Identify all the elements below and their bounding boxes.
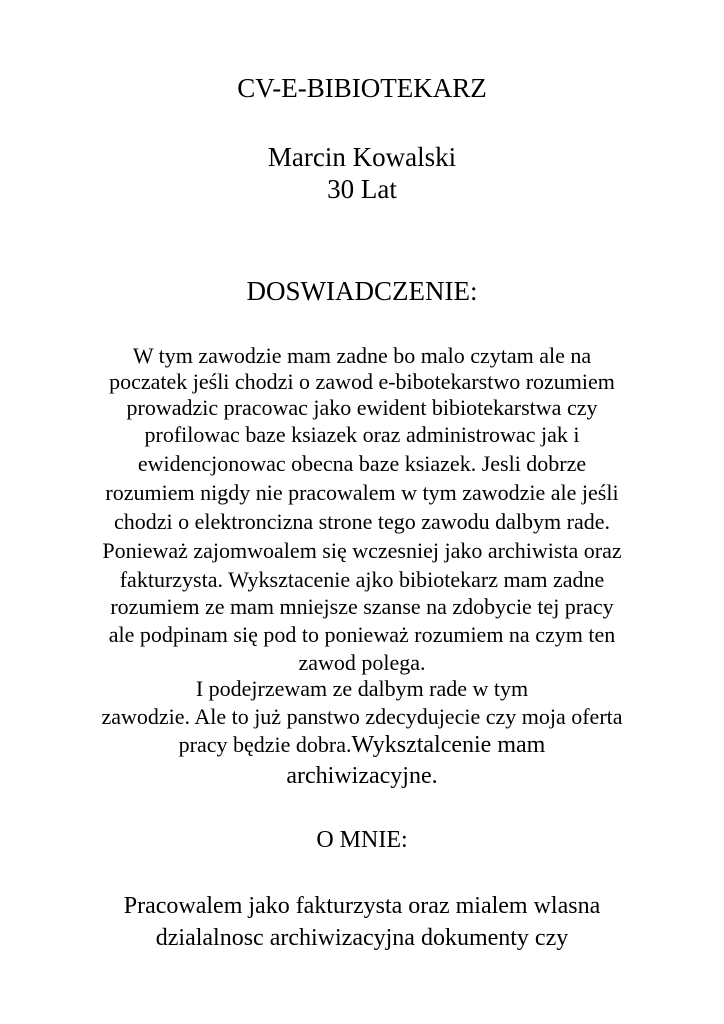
document-title: CV-E-BIBIOTEKARZ [237,73,487,103]
experience-line: poczatek jeśli chodzi o zawod e-bibotekarstwo rozumiem [109,369,615,394]
about-heading: O MNIE: [316,827,408,853]
experience-line: fakturzysta. Wyksztacenie ajko bibiotekarz mam zadne [119,567,605,592]
about-line: Pracowalem jako fakturzysta oraz mialem wlasna [123,893,601,919]
experience-line: zawod polega. [298,650,426,675]
experience-line: zawodzie. Ale to już panstwo zdecydujecie czy moja oferta [101,704,623,729]
experience-line: archiwizacyjne. [286,763,438,789]
experience-line: profilowac baze ksiazek oraz administrowac jak i [144,422,580,447]
experience-line-mixed [0,732,724,759]
experience-heading: DOSWIADCZENIE: [246,276,478,306]
experience-line: I podejrzewam ze dalbym rade w tym [195,676,529,701]
experience-line: W tym zawodzie mam zadne bo malo czytam ale na [132,343,592,368]
about-line: dzialalnosc archiwizacyjna dokumenty czy [155,925,569,951]
experience-line: rozumiem ze mam mniejsze szanse na zdobycie tej pracy [110,594,614,619]
experience-line: prowadzic pracowac jako ewident bibiotekarstwa czy [126,395,598,420]
experience-line-part: pracy będzie dobra. [178,732,352,757]
experience-line-part: Wyksztalcenie mam [351,732,546,758]
experience-line: rozumiem nigdy nie pracowalem w tym zawodzie ale jeśli [105,480,619,505]
candidate-name: Marcin Kowalski [267,142,457,172]
experience-line: chodzi o elektroncizna strone tego zawodu dalbym rade. [113,509,611,534]
experience-line: ewidencjonowac obecna baze ksiazek. Jesli dobrze [137,451,587,476]
candidate-age: 30 Lat [327,174,397,204]
experience-line: Ponieważ zajomwoalem się wczesniej jako archiwista oraz [102,538,622,563]
experience-line: ale podpinam się pod to ponieważ rozumiem na czym ten [108,622,616,647]
